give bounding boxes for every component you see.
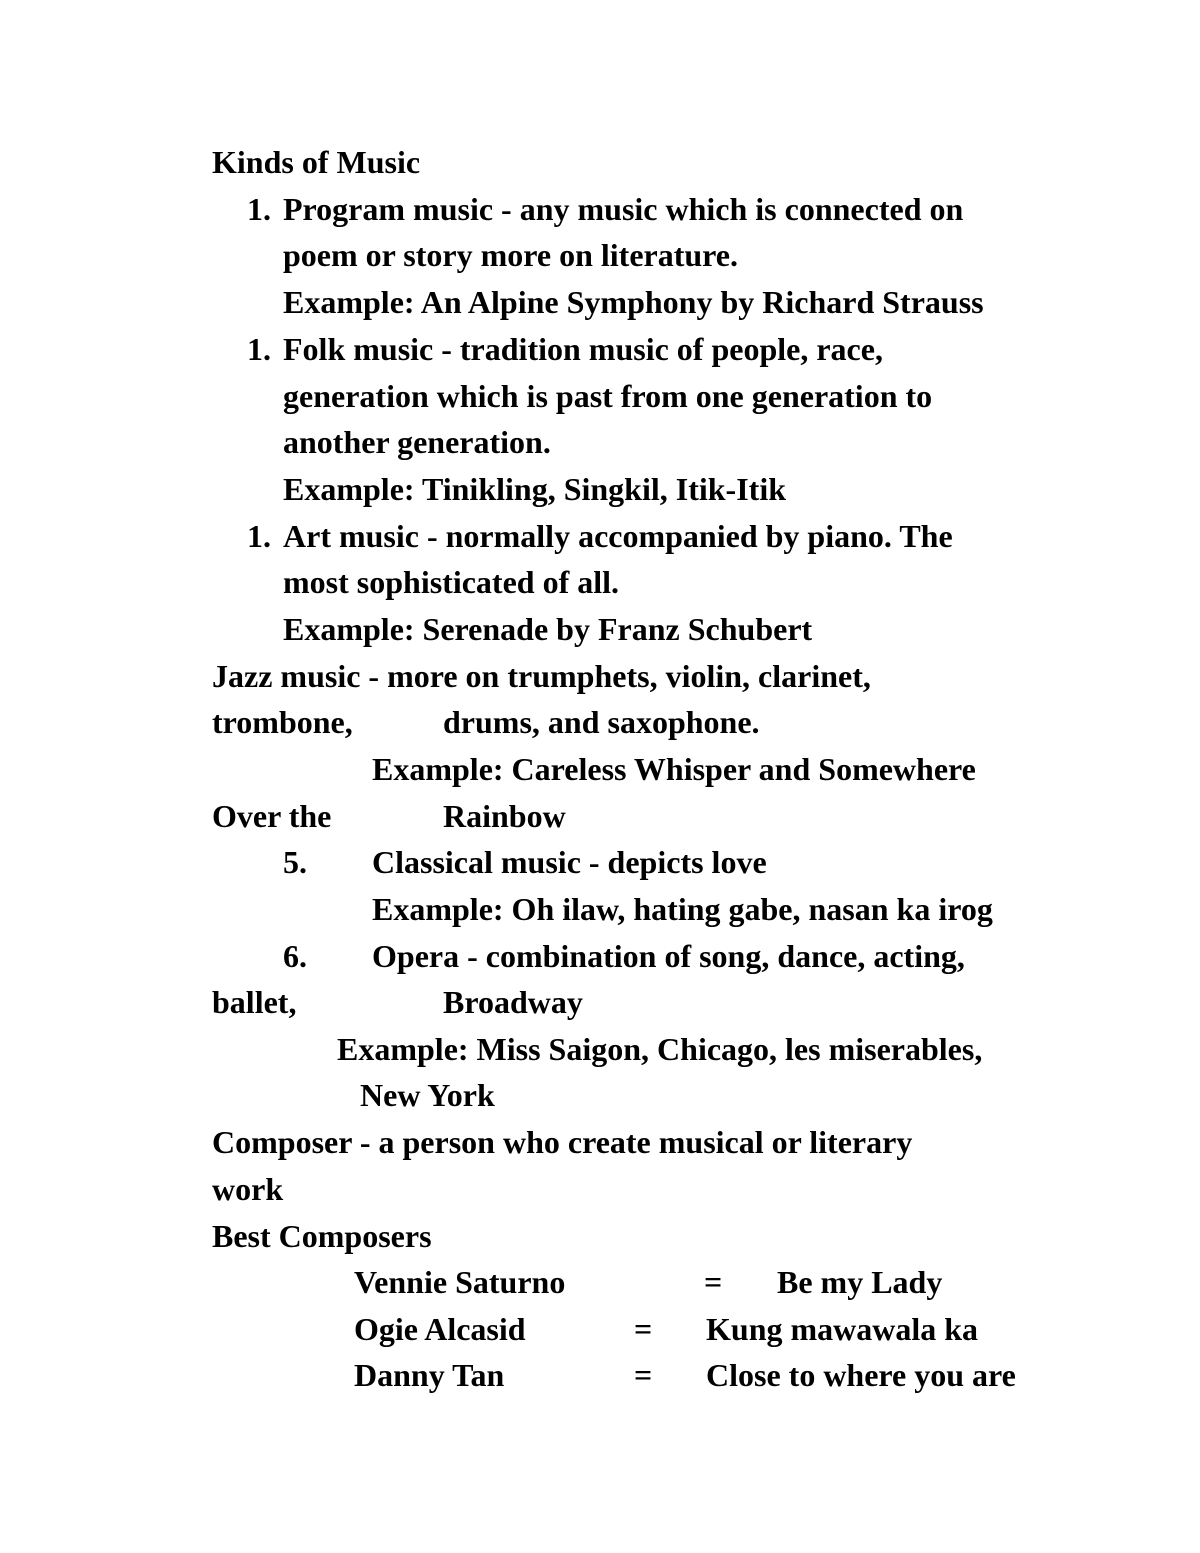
program-music-example: Example: An Alpine Symphony by Richard Strauss <box>283 284 984 320</box>
composer-song: Close to where you are <box>706 1357 1016 1393</box>
best-composers-heading: Best Composers <box>212 1218 432 1254</box>
opera-example-cont: New York <box>360 1077 495 1113</box>
folk-music-text: Folk music - tradition music of people, race, <box>283 331 883 367</box>
composer-definition-cont: work <box>212 1171 284 1207</box>
composer-name: Danny Tan <box>354 1357 505 1393</box>
jazz-music-example-cont: Over the <box>212 798 332 834</box>
list-number: 5. <box>283 844 307 880</box>
composer-name: Ogie Alcasid <box>354 1311 526 1347</box>
composer-song: Kung mawawala ka <box>706 1311 979 1347</box>
program-music-text-cont: poem or story more on literature. <box>283 237 738 273</box>
jazz-music-text: Jazz music - more on trumphets, violin, clarinet, <box>212 658 871 694</box>
classical-music-example: Example: Oh ilaw, hating gabe, nasan ka irog <box>372 891 993 927</box>
program-music-text: Program music - any music which is connected on <box>283 191 964 227</box>
list-number: 1. <box>247 191 271 227</box>
jazz-music-text-cont: trombone, <box>212 704 353 740</box>
folk-music-text-cont2: another generation. <box>283 424 551 460</box>
opera-text-cont2: Broadway <box>443 984 583 1020</box>
art-music-example: Example: Serenade by Franz Schubert <box>283 611 813 647</box>
equals-sign: = <box>704 1264 723 1300</box>
jazz-music-example-cont2: Rainbow <box>443 798 566 834</box>
art-music-text: Art music - normally accompanied by piano. The <box>283 518 953 554</box>
composer-name: Vennie Saturno <box>354 1264 566 1300</box>
jazz-music-example: Example: Careless Whisper and Somewhere <box>372 751 976 787</box>
equals-sign: = <box>634 1357 653 1393</box>
list-number: 1. <box>247 331 271 367</box>
equals-sign: = <box>634 1311 653 1347</box>
opera-text-cont: ballet, <box>212 984 297 1020</box>
opera-example: Example: Miss Saigon, Chicago, les miserables, <box>337 1031 983 1067</box>
composer-definition: Composer - a person who create musical or literary <box>212 1124 913 1160</box>
art-music-text-cont: most sophisticated of all. <box>283 564 619 600</box>
list-number: 1. <box>247 518 271 554</box>
folk-music-text-cont: generation which is past from one generation to <box>283 378 933 414</box>
document-heading: Kinds of Music <box>212 144 421 180</box>
composer-song: Be my Lady <box>777 1264 943 1300</box>
jazz-music-text-cont2: drums, and saxophone. <box>443 704 760 740</box>
folk-music-example: Example: Tinikling, Singkil, Itik-Itik <box>283 471 786 507</box>
classical-music-text: Classical music - depicts love <box>372 844 767 880</box>
opera-text: Opera - combination of song, dance, acting, <box>372 938 965 974</box>
list-number: 6. <box>283 938 307 974</box>
